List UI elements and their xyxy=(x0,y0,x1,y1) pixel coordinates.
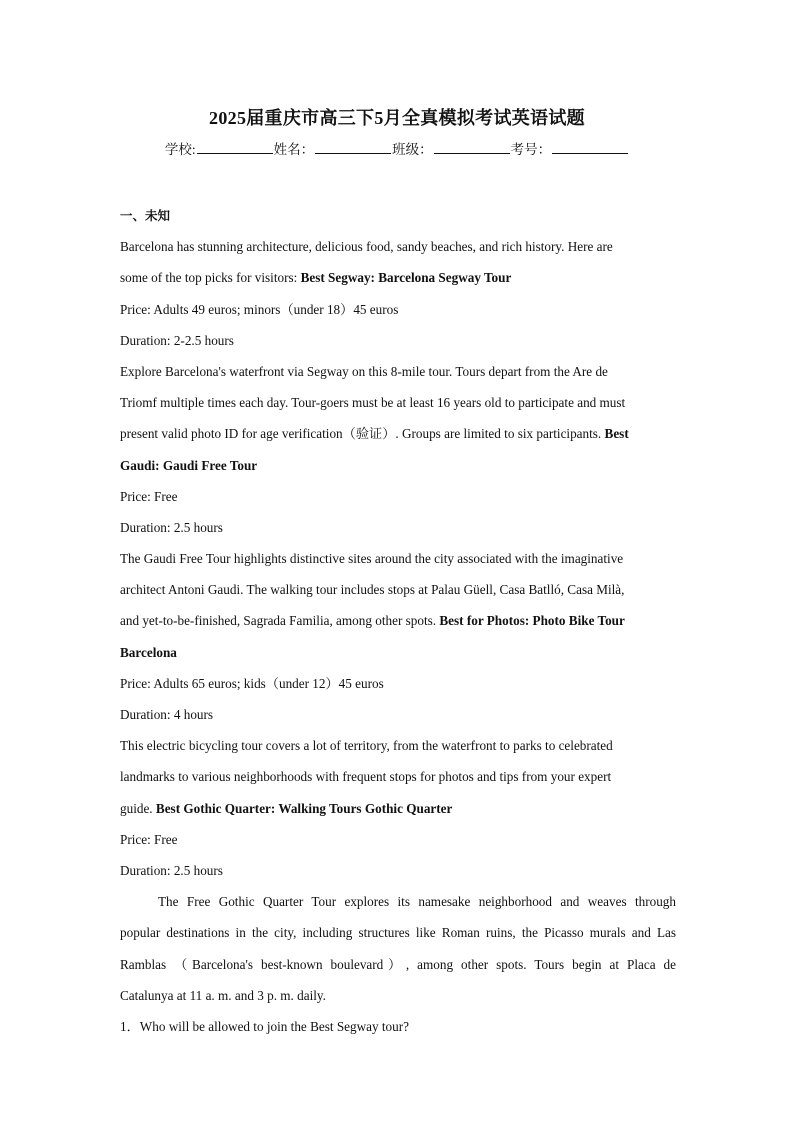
gothic-price: Price: Free xyxy=(120,831,178,847)
photo-price: Price: Adults 65 euros; kids（under 12）45 euros xyxy=(120,675,384,691)
gaudi-desc-line-2: architect Antoni Gaudi. The walking tour includes stops at Palau Güell, Casa Batlló, Casa Milà, xyxy=(120,582,625,598)
photo-heading-line xyxy=(120,637,676,668)
gaudi-heading-line xyxy=(120,450,676,481)
exam-no-label: 考号： xyxy=(510,142,552,157)
class-blank[interactable] xyxy=(434,139,510,154)
gothic-desc-line-4: Catalunya at 11 a. m. and 3 p. m. daily. xyxy=(120,987,326,1003)
section-title: 一、未知 xyxy=(120,208,171,223)
segway-desc-line-2: Triomf multiple times each day. Tour-goers must be at least 16 years old to participate and must xyxy=(120,395,626,411)
exam-no-blank[interactable] xyxy=(552,139,628,154)
gaudi-desc-text: and yet-to-be-finished, Sagrada Familia, among other spots. xyxy=(120,613,440,629)
gothic-heading: Best Gothic Quarter: Walking Tours Gothic Quarter xyxy=(155,800,453,816)
gaudi-desc-line-3 xyxy=(120,605,676,636)
school-label: 学校: xyxy=(164,142,196,157)
gaudi-heading-part-1: Best xyxy=(604,426,629,442)
segway-heading: Best Segway: Barcelona Segway Tour xyxy=(300,270,512,286)
photo-desc-line-1: This electric bicycling tour covers a lot of territory, from the waterfront to parks to celebrated xyxy=(120,738,613,754)
photo-duration: Duration: 4 hours xyxy=(120,707,214,722)
photo-desc-line-2: landmarks to various neighborhoods with frequent stops for photos and tips from your expert xyxy=(120,769,612,785)
gothic-duration: Duration: 2.5 hours xyxy=(120,862,223,878)
school-blank[interactable] xyxy=(197,139,273,154)
gaudi-duration: Duration: 2.5 hours xyxy=(120,519,223,535)
segway-desc-text: present valid photo ID for age verification（验证）. Groups are limited to six participants. xyxy=(120,426,605,442)
gothic-desc-line-1: The Free Gothic Quarter Tour explores its namesake neighborhood and weaves through xyxy=(158,894,676,910)
intro-line-2 xyxy=(120,262,676,293)
gaudi-heading-part-2: Gaudi: Gaudi Free Tour xyxy=(120,457,258,473)
class-label: 班级： xyxy=(392,142,433,157)
intro-text: some of the top picks for visitors: xyxy=(120,270,301,286)
page-title: 2025届重庆市高三下5月全真模拟考试英语试题 xyxy=(209,108,585,128)
gothic-desc-line-3: Ramblas （Barcelona's best-known boulevard）, among other spots. Tours begin at Placa de xyxy=(120,956,676,972)
photo-desc-line-3 xyxy=(120,793,676,824)
name-label: 姓名： xyxy=(273,142,315,157)
photo-heading-part-1: Best for Photos: Photo Bike Tour xyxy=(439,613,625,629)
gaudi-desc-line-1: The Gaudi Free Tour highlights distinctive sites around the city associated with the imaginative xyxy=(120,551,624,567)
student-info-line xyxy=(0,138,794,158)
gothic-desc-line-2: popular destinations in the city, including structures like Roman ruins, the Picasso murals and Las xyxy=(120,925,676,941)
gaudi-price: Price: Free xyxy=(120,488,178,504)
segway-price: Price: Adults 49 euros; minors（under 18）45 euros xyxy=(120,301,399,317)
question-1: 1．Who will be allowed to join the Best Segway tour? xyxy=(120,1018,409,1034)
segway-desc-line-1: Explore Barcelona's waterfront via Segway on this 8-mile tour. Tours depart from the Are de xyxy=(120,363,608,379)
segway-desc-line-3 xyxy=(120,418,676,449)
photo-heading-part-2: Barcelona xyxy=(120,644,177,660)
intro-line-1: Barcelona has stunning architecture, delicious food, sandy beaches, and rich history. Here are xyxy=(120,239,613,255)
name-blank[interactable] xyxy=(315,139,391,154)
passage xyxy=(120,200,676,1042)
photo-desc-text: guide. xyxy=(120,800,156,816)
segway-duration: Duration: 2-2.5 hours xyxy=(120,332,234,348)
